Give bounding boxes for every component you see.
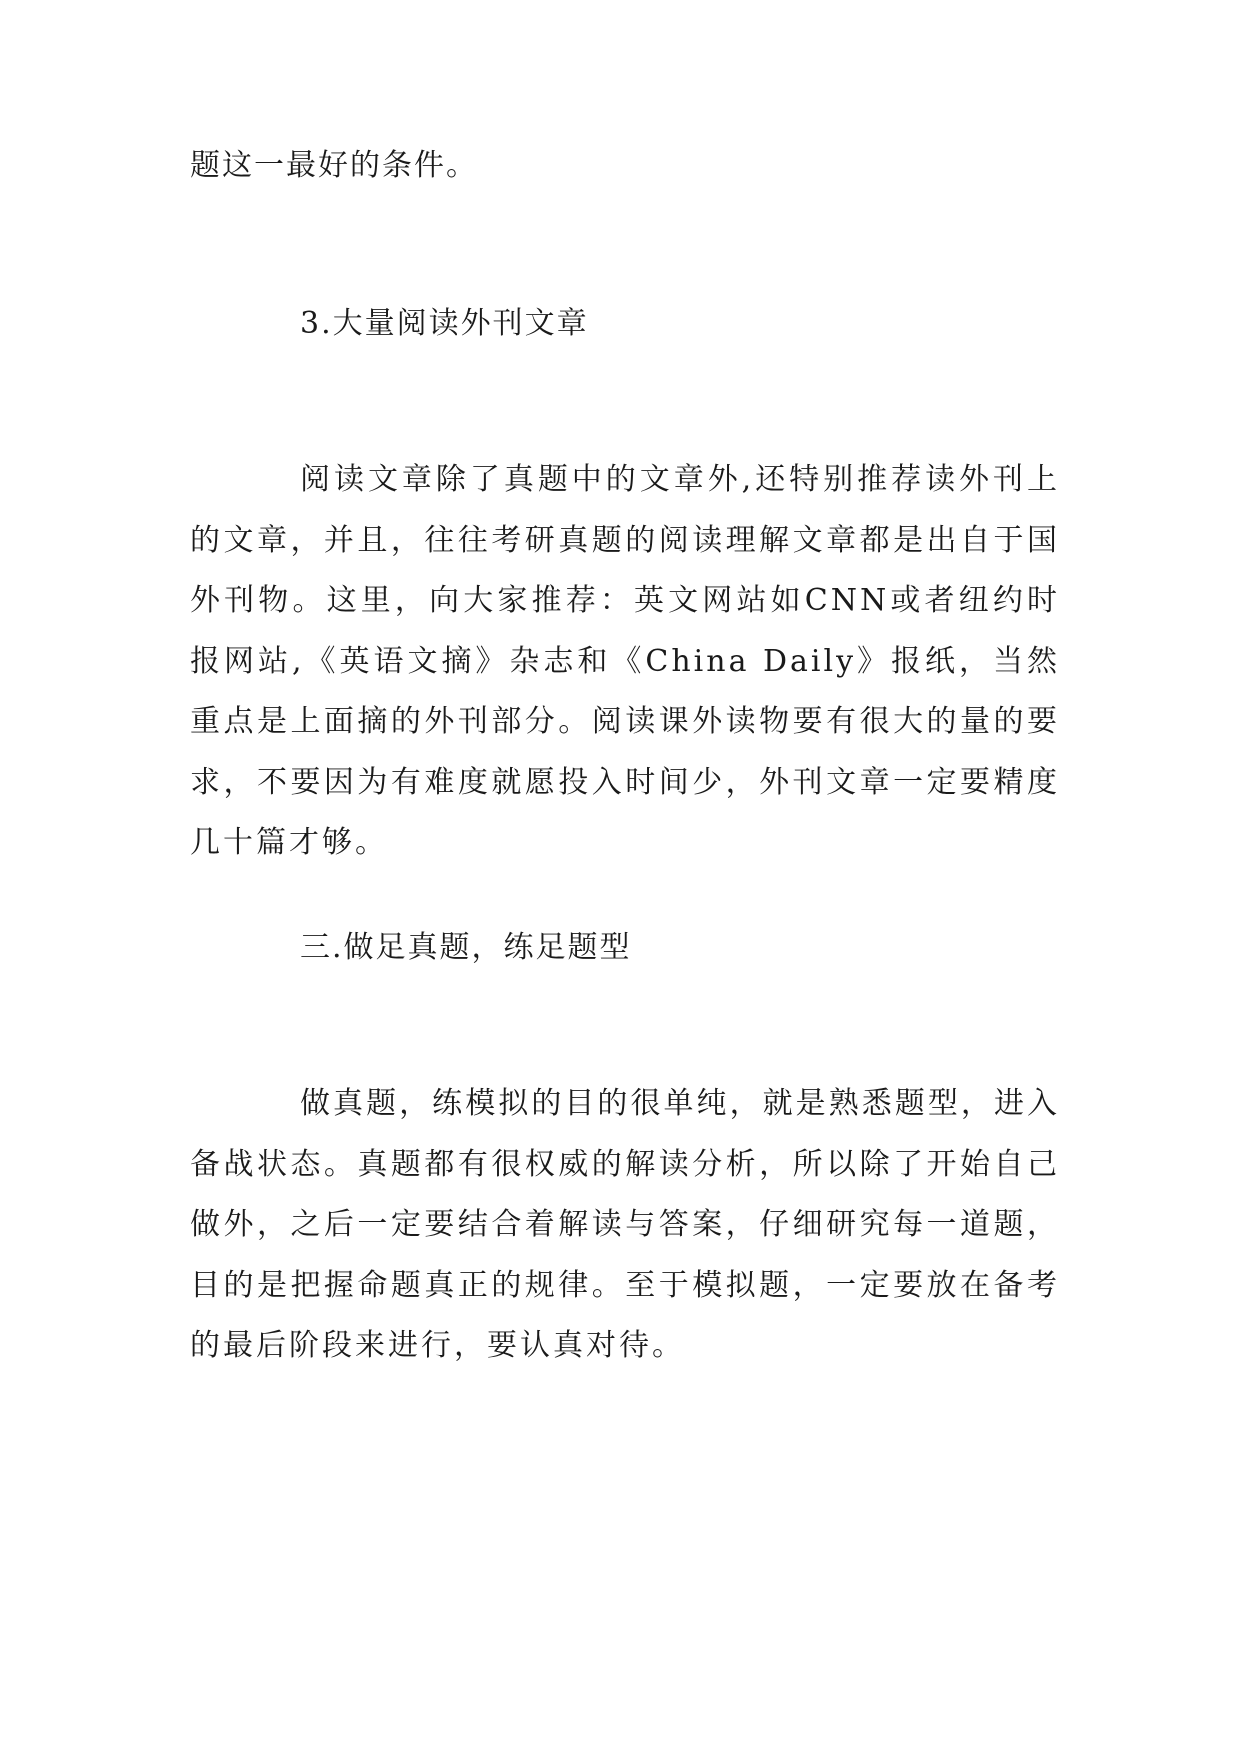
paragraph-reading: 阅读文章除了真题中的文章外,还特别推荐读外刊上的文章，并且，往往考研真题的阅读理解文章都是出自于国外刊物。这里，向大家推荐：英文网站如CNN或者纽约时报网站,《英语文摘》杂志和《China Daily》报纸，当然重点是上面摘的外刊部分。阅读课外读物要有很大的量的要求，不要因为有难度就愿投入时间少，外刊文章一定要精度几十篇才够。 [190,462,1060,860]
text-line-continuation: 题这一最好的条件。 [190,148,478,183]
section-heading-reading: 3.大量阅读外刊文章 [300,306,589,341]
section-heading-practice: 三.做足真题，练足题型 [300,930,632,965]
paragraph-practice: 做真题，练模拟的目的很单纯，就是熟悉题型，进入备战状态。真题都有很权威的解读分析，所以除了开始自己做外，之后一定要结合着解读与答案，仔细研究每一道题，目的是把握命题真正的规律。至于模拟题，一定要放在备考的最后阶段来进行，要认真对待。 [190,1086,1060,1363]
